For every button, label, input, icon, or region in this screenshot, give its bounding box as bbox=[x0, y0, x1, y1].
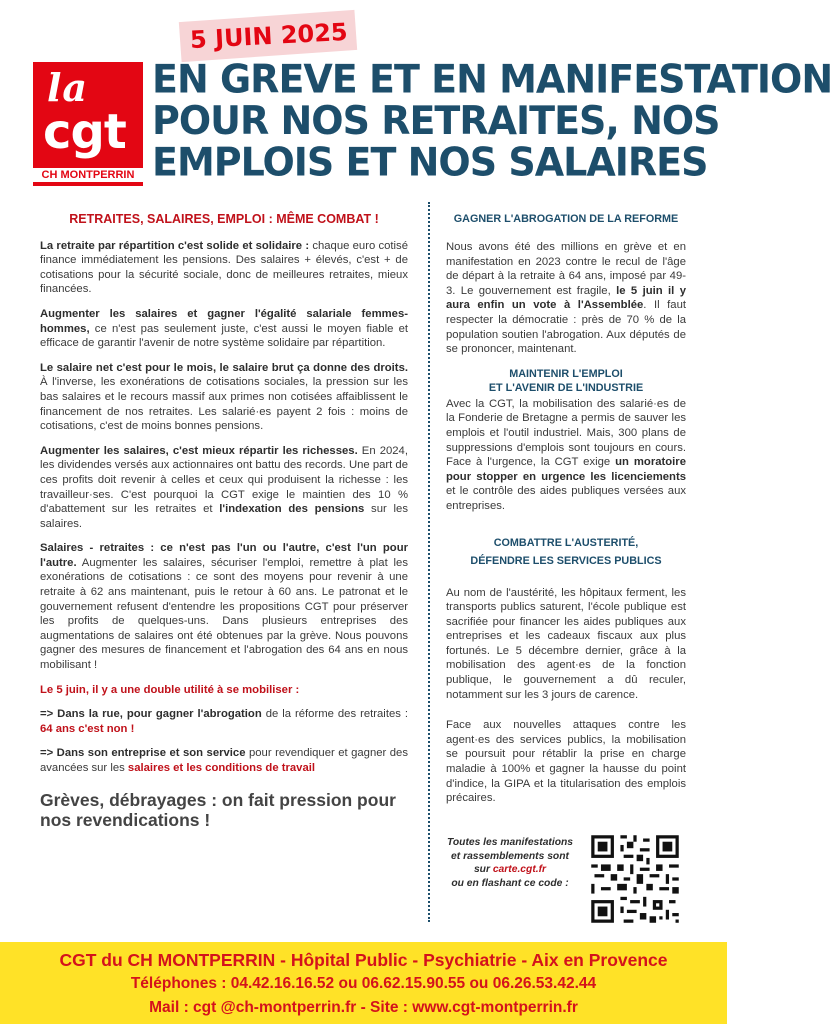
footer-phones: Téléphones : 04.42.16.16.52 ou 06.62.15.90.55 ou 06.26.53.42.44 bbox=[130, 975, 597, 992]
section-title-emploi: MAINTENIR L'EMPLOI ET L'AVENIR DE L'INDUSTRIE bbox=[488, 367, 644, 394]
headline: EN GREVE ET EN MANIFESTATION POUR NOS RETRAITES, NOS EMPLOIS ET NOS SALAIRES bbox=[152, 55, 832, 185]
qr-code-icon[interactable] bbox=[588, 832, 682, 926]
left-section-title: RETRAITES, SALAIRES, EMPLOI : MÊME COMBAT ! bbox=[69, 212, 379, 226]
paragraph-emploi: Avec la CGT, la mobilisation des salarié·es de la Fonderie de Bretagne a permis de sauver les emplois et l'outil industriel. Mais, 300 plans de suppressions d'emplois sont toujours en cours. Face à l'urgence, la CGT exige un moratoire pour stopper en urgence les licenciements et le contrôle des aides publiques versées aux entreprises. bbox=[446, 397, 686, 512]
date-label: 5 JUIN 2025 bbox=[189, 17, 349, 55]
column-divider bbox=[428, 202, 430, 922]
logo-site: CH MONTPERRIN bbox=[33, 168, 143, 182]
footer-band bbox=[0, 942, 727, 1024]
paragraph-richesses: Augmenter les salaires, c'est mieux répartir les richesses. En 2024, les dividendes versés aux actionnaires ont battu des records. Une part de ces profits doit revenir à celles et ceux qui produisent la richesse : les travailleur·ses. C'est pourquoi la CGT exige le maintien des 10 % d'abattement sur les retraites et l'indexation des pensions sur les salaires. bbox=[40, 444, 408, 530]
cgt-logo bbox=[33, 62, 143, 186]
paragraph-austerite: Au nom de l'austérité, les hôpitaux ferment, les transports publics saturent, l'école publique est sacrifiée pour financer les aides publiques aux entreprises et les cadeaux fiscaux aux plus fortunés. Le 5 décembre dernier, grâce à la mobilisation des agent·es de la fonction publique, le gouvernement a dû reculer, notamment sur les 3 jours de carence. bbox=[446, 586, 686, 701]
right-column bbox=[446, 212, 686, 816]
footer-org: CGT du CH MONTPERRIN - Hôpital Public - Psychiatrie - Aix en Provence bbox=[59, 950, 668, 970]
logo-la: la bbox=[47, 65, 89, 110]
paragraph-dans-la-rue: => Dans la rue, pour gagner l'abrogation de la réforme des retraites : 64 ans c'est non ! bbox=[40, 708, 408, 735]
paragraph-retraite: La retraite par répartition c'est solide et solidaire : chaque euro cotisé finance immédiatement les pensions. Des salaires + élevés, c'est + de cotisations pour la sécurité sociale, donc de meilleures retraites, mieux financées. bbox=[40, 239, 408, 296]
paragraph-salaires-retraites: Salaires - retraites : ce n'est pas l'un ou l'autre, c'est l'un pour l'autre. Augmenter les salaires, sécuriser l'emploi, remettre à plat les exonérations de cotisations : ce sont des moyens pour revenir à une retraite à 62 ans maintenant, puis le retour à 60 ans. Le patronat et le gouvernement refusent d'entendre les propositions CGT pour préserver les profits de quelques-uns. Dans plusieurs entreprises des augmentations de salaires ont été obtenues par la grève. Nous pouvons gagner des mesures de financement et l'abrogation des 64 ans en nous mobilisant ! bbox=[40, 542, 408, 672]
logo-cgt: cgt bbox=[43, 104, 126, 160]
paragraph-salaire-net: Le salaire net c'est pour le mois, le salaire brut ça donne des droits. À l'inverse, les exonérations de cotisations sociales, la pression sur les bas salaires et le recours massif aux primes non cotisées affaiblissent le financement de nos retraites. Les salarié·es payent 2 fois : moins de cotisations, c'est de moins bonnes pensions. bbox=[40, 361, 408, 433]
paragraph-double-utilite: Le 5 juin, il y a une double utilité à se mobiliser : bbox=[40, 683, 300, 696]
left-column bbox=[40, 212, 408, 830]
qr-caption: Toutes les manifestations et rassemblements sont sur carte.cgt.fr ou en flashant ce code : bbox=[446, 837, 574, 889]
carte-link[interactable]: carte.cgt.fr bbox=[492, 864, 547, 875]
footer-contact[interactable]: Mail : cgt @ch-montperrin.fr - Site : www.cgt-montperrin.fr bbox=[149, 999, 578, 1016]
paragraph-services-publics: Face aux nouvelles attaques contre les agent·es des services publics, la mobilisation se poursuit pour rétablir la prise en charge maladie à 100% et gagner la hausse du point d'indice, la GIPA et la titularisation des emplois précaires. bbox=[446, 719, 686, 805]
paragraph-entreprise: => Dans son entreprise et son service pour revendiquer et gagner des avancées sur les salaires et les conditions de travail bbox=[40, 747, 408, 774]
closing-slogan: Grèves, débrayages : on fait pression pour nos revendications ! bbox=[40, 789, 396, 830]
section-title-austerite: COMBATTRE L'AUSTERITÉ, DÉFENDRE LES SERVICES PUBLICS bbox=[470, 536, 662, 567]
paragraph-egalite: Augmenter les salaires et gagner l'égalité salariale femmes-hommes, ce n'est pas seulement juste, c'est aussi le moyen fiable et efficace de garantir l'avenir de notre système solidaire par répartition. bbox=[40, 307, 408, 350]
section-title-abrogation: GAGNER L'ABROGATION DE LA REFORME bbox=[453, 213, 679, 225]
paragraph-abrogation: Nous avons été des millions en grève et en manifestation en 2023 contre le recul de l'âge de départ à la retraite à 64 ans, imposé par 49-3. Le gouvernement est fragile, le 5 juin il y aura enfin un vote à l'Assemblée. Il faut respecter la démocratie : près de 70 % de la population soutien l'abrogation. Aux députés de se prononcer, maintenant. bbox=[446, 241, 686, 356]
